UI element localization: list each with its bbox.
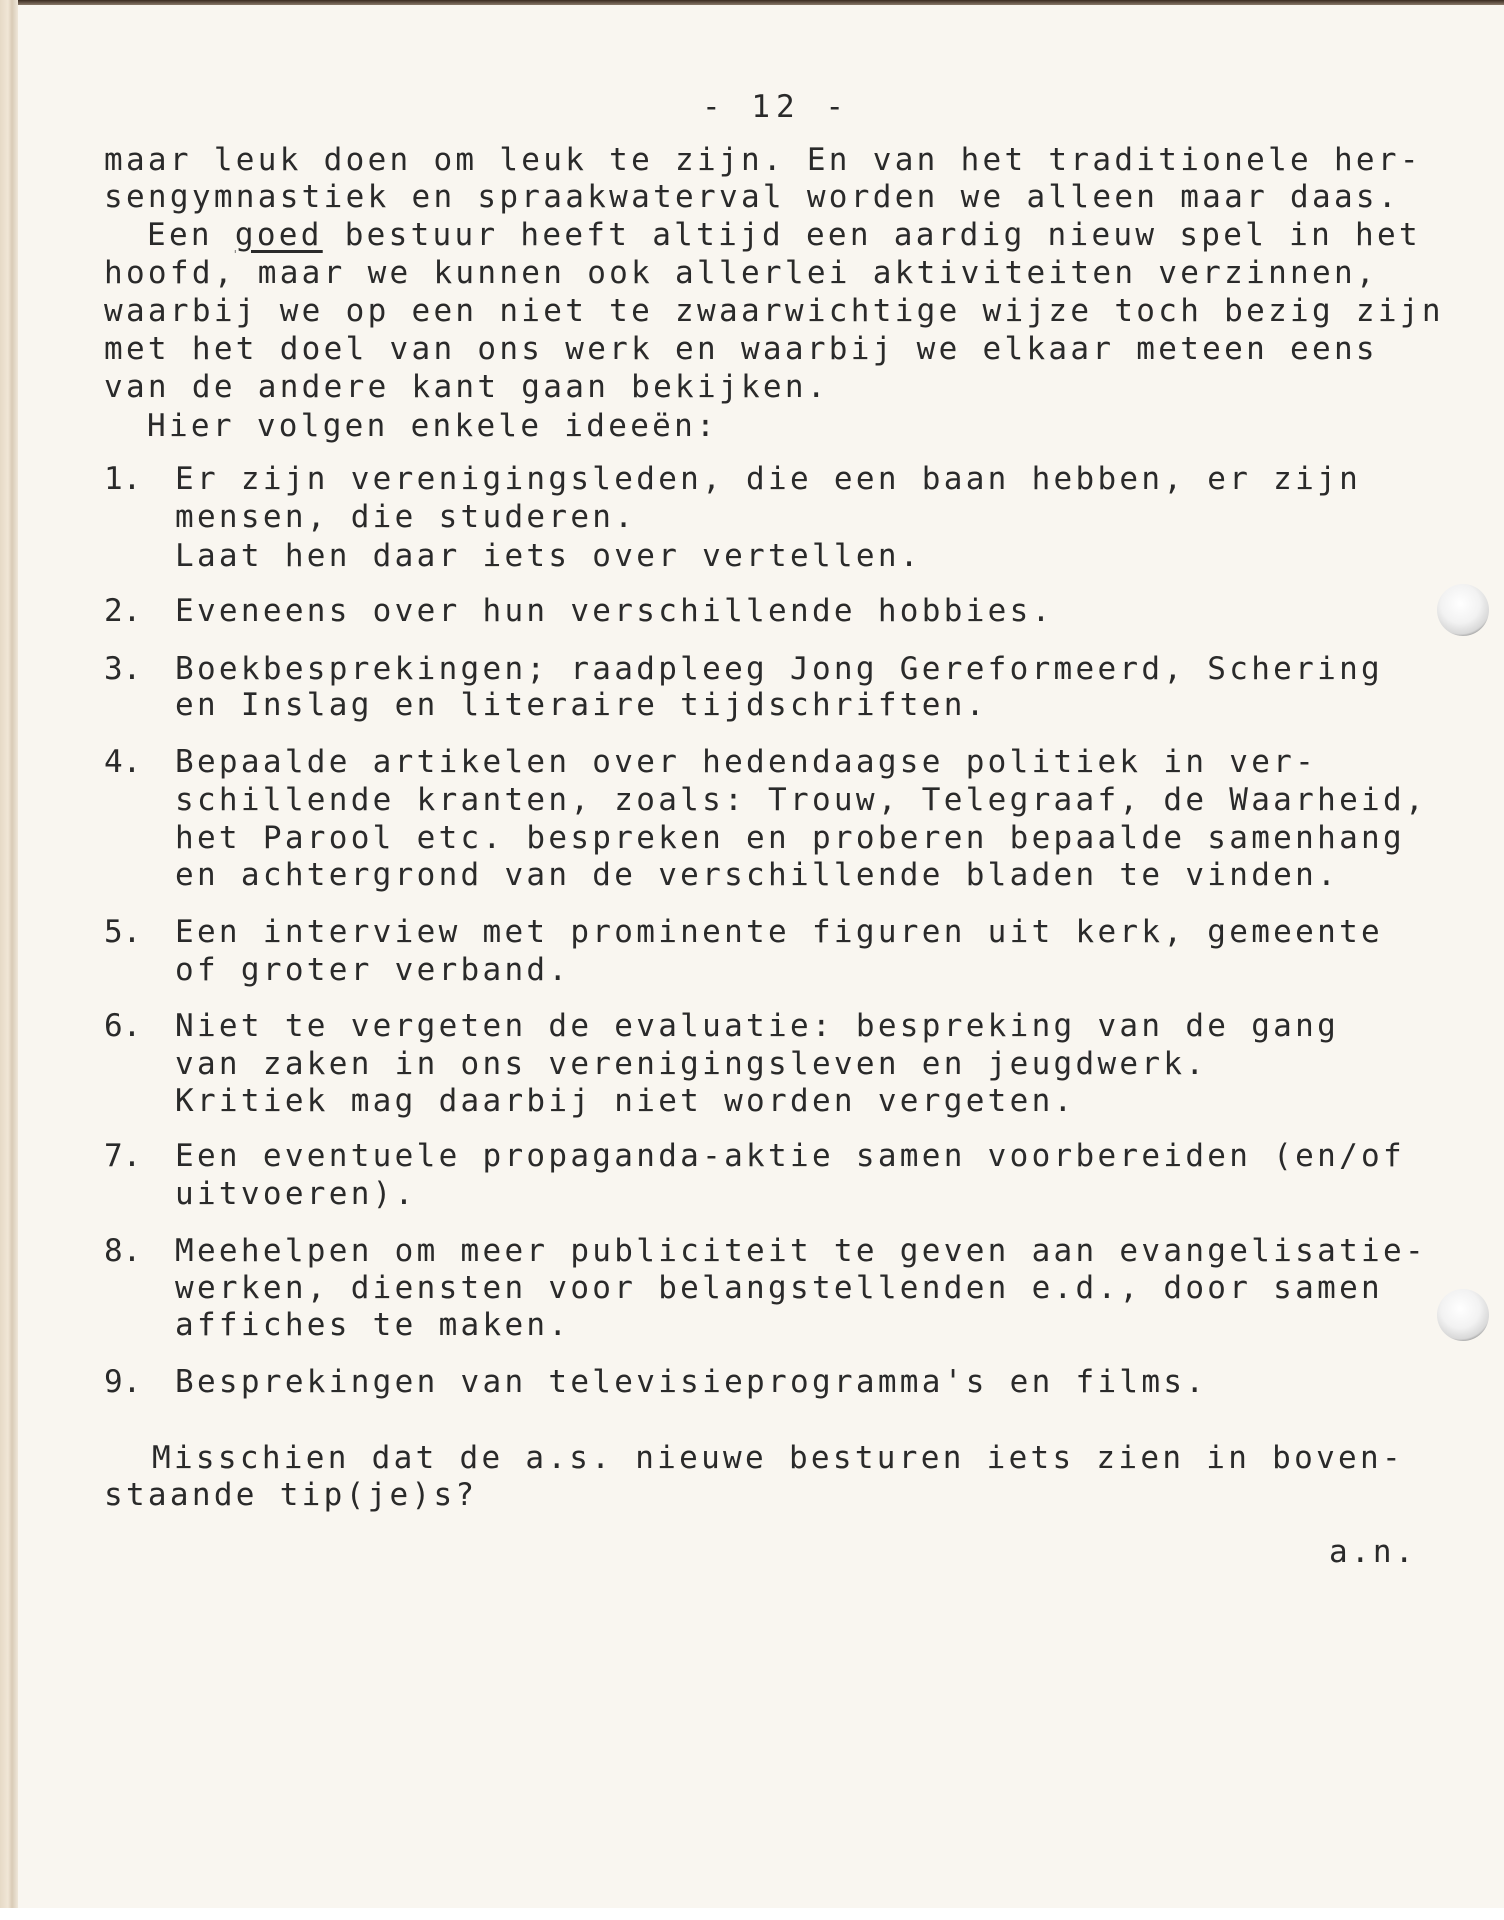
- list-item-line: Boekbesprekingen; raadpleeg Jong Gereformeerd, Schering: [175, 651, 1383, 687]
- intro-word: Een: [147, 217, 213, 253]
- intro-line: waarbij we op een niet te zwaarwichtige wijze toch bezig zijn: [104, 293, 1444, 329]
- page-number: - 12 -: [702, 89, 850, 125]
- list-item-line: en achtergrond van de verschillende bladen te vinden.: [175, 857, 1340, 893]
- intro-line: [147, 216, 1421, 254]
- list-item-line: uitvoeren).: [175, 1176, 417, 1212]
- intro-line: maar leuk doen om leuk te zijn. En van het traditionele her-: [104, 142, 1422, 178]
- intro-line: Hier volgen enkele ideeën:: [147, 408, 719, 444]
- page-top-edge: [0, 0, 1504, 5]
- list-number: 8.: [104, 1233, 142, 1269]
- list-number: 9.: [104, 1364, 142, 1400]
- list-item-line: en Inslag en literaire tijdschriften.: [175, 687, 988, 723]
- intro-line: met het doel van ons werk en waarbij we elkaar meteen eens: [104, 331, 1378, 367]
- list-item-line: Bepaalde artikelen over hedendaagse politiek in ver-: [175, 744, 1318, 780]
- list-item-line: of groter verband.: [175, 952, 571, 988]
- list-item-line: Niet te vergeten de evaluatie: bespreking van de gang: [175, 1008, 1340, 1044]
- list-item-line: affiches te maken.: [175, 1307, 571, 1343]
- list-number: 7.: [104, 1138, 142, 1174]
- list-item-line: Besprekingen van televisieprogramma's en films.: [175, 1364, 1208, 1400]
- list-item-line: schillende kranten, zoals: Trouw, Telegraaf, de Waarheid,: [175, 782, 1427, 818]
- scan-bottom-border: [0, 1908, 1504, 1920]
- list-item-line: Laat hen daar iets over vertellen.: [175, 538, 922, 574]
- list-item-line: mensen, die studeren.: [175, 499, 637, 535]
- underlined-word: goed: [234, 217, 323, 253]
- list-number: 3.: [104, 651, 142, 687]
- list-item-line: Er zijn verenigingsleden, die een baan hebben, er zijn: [175, 461, 1362, 497]
- list-number: 1.: [104, 461, 142, 497]
- list-item-line: Meehelpen om meer publiciteit te geven aan evangelisatie-: [175, 1233, 1427, 1269]
- list-item-line: Een eventuele propaganda-aktie samen voorbereiden (en/of: [175, 1138, 1405, 1174]
- punch-hole: [1437, 1289, 1489, 1341]
- list-number: 5.: [104, 914, 142, 950]
- closing-line: Misschien dat de a.s. nieuwe besturen iets zien in boven-: [152, 1440, 1404, 1476]
- list-number: 2.: [104, 593, 142, 629]
- list-number: 4.: [104, 744, 142, 780]
- intro-line: sengymnastiek en spraakwaterval worden we alleen maar daas.: [104, 179, 1400, 215]
- list-item-line: Kritiek mag daarbij niet worden vergeten.: [175, 1083, 1076, 1119]
- list-item-line: Een interview met prominente figuren uit kerk, gemeente: [175, 914, 1383, 950]
- list-item-line: van zaken in ons verenigingsleven en jeugdwerk.: [175, 1046, 1208, 1082]
- list-item-line: het Parool etc. bespreken en proberen bepaalde samenhang: [175, 820, 1405, 856]
- intro-line: van de andere kant gaan bekijken.: [104, 369, 829, 405]
- intro-rest: bestuur heeft altijd een aardig nieuw spel in het: [344, 217, 1421, 253]
- list-item-line: werken, diensten voor belangstellenden e.d., door samen: [175, 1270, 1383, 1306]
- page-stack-edge: [0, 0, 18, 1908]
- intro-line: hoofd, maar we kunnen ook allerlei aktiviteiten verzinnen,: [104, 255, 1378, 291]
- signature: a.n.: [1329, 1534, 1417, 1570]
- list-number: 6.: [104, 1008, 142, 1044]
- list-item-line: Eveneens over hun verschillende hobbies.: [175, 593, 1054, 629]
- closing-line: staande tip(je)s?: [104, 1477, 478, 1513]
- punch-hole: [1437, 584, 1489, 636]
